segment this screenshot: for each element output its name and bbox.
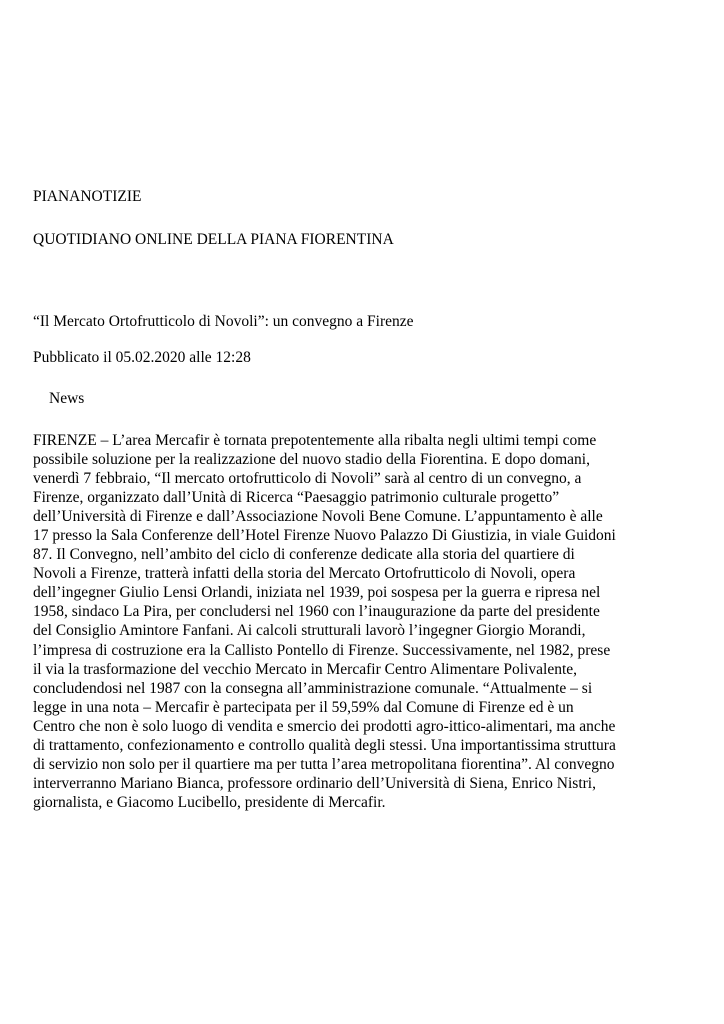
category-label: News: [49, 390, 85, 407]
body-line: legge in una nota – Mercafir è partecipata per il 59,59% dal Comune di Firenze ed è un: [33, 698, 574, 716]
body-line: Centro che non è solo luogo di vendita e smercio dei prodotti agro-ittico-alimentari, ma anche: [33, 717, 616, 735]
body-line: di trattamento, confezionamento e controllo qualità degli stessi. Una importantissima struttura: [33, 736, 616, 754]
body-line: 87. Il Convegno, nell’ambito del ciclo di conferenze dedicate alla storia del quartiere di: [33, 546, 575, 564]
body-line: dell’Università di Firenze e dall’Associazione Novoli Bene Comune. L’appuntamento è alle: [33, 508, 603, 526]
publication-subtitle: QUOTIDIANO ONLINE DELLA PIANA FIORENTINA: [33, 231, 394, 248]
publication-date: Pubblicato il 05.02.2020 alle 12:28: [33, 349, 251, 366]
body-line: FIRENZE – L’area Mercafir è tornata prepotentemente alla ribalta negli ultimi tempi come: [33, 432, 597, 449]
body-line: del Consiglio Amintore Fanfani. Ai calcoli strutturali lavorò l’ingegner Giorgio Morandi,: [33, 622, 586, 640]
article-headline: “Il Mercato Ortofrutticolo di Novoli”: un convegno a Firenze: [33, 313, 414, 330]
body-line: 1958, sindaco La Pira, per concludersi nel 1960 con l’inaugurazione da parte del presidente: [33, 603, 600, 621]
body-line: Novoli a Firenze, tratterà infatti della storia del Mercato Ortofrutticolo di Novoli, opera: [33, 565, 576, 583]
body-line: Firenze, organizzato dall’Unità di Ricerca “Paesaggio patrimonio culturale progetto”: [33, 489, 560, 507]
body-line: possibile soluzione per la realizzazione del nuovo stadio della Fiorentina. E dopo domani,: [33, 451, 590, 469]
body-line: di servizio non solo per il quartiere ma per tutta l’area metropolitana fiorentina”. Al convegno: [33, 755, 615, 773]
body-line: venerdì 7 febbraio, “Il mercato ortofrutticolo di Novoli” sarà al centro di un convegno, a: [33, 470, 582, 488]
body-line: 17 presso la Sala Conferenze dell’Hotel Firenze Nuovo Palazzo Di Giustizia, in viale Guidoni: [33, 527, 616, 545]
body-line: giornalista, e Giacomo Lucibello, presidente di Mercafir.: [33, 793, 386, 811]
article-body: [33, 431, 693, 812]
publication-name: PIANANOTIZIE: [33, 188, 142, 205]
body-line: dell’ingegner Giulio Lensi Orlandi, iniziata nel 1939, poi sospesa per la guerra e ripresa nel: [33, 584, 601, 602]
body-line: concludendosi nel 1987 con la consegna all’amministrazione comunale. “Attualmente – si: [33, 679, 593, 697]
body-line: interverranno Mariano Bianca, professore ordinario dell’Università di Siena, Enrico Nistri,: [33, 774, 596, 792]
article-paragraph: [33, 431, 693, 812]
body-line: l’impresa di costruzione era la Callisto Pontello di Firenze. Successivamente, nel 1982, prese: [33, 641, 611, 659]
body-line: il via la trasformazione del vecchio Mercato in Mercafir Centro Alimentare Polivalente,: [33, 660, 578, 678]
